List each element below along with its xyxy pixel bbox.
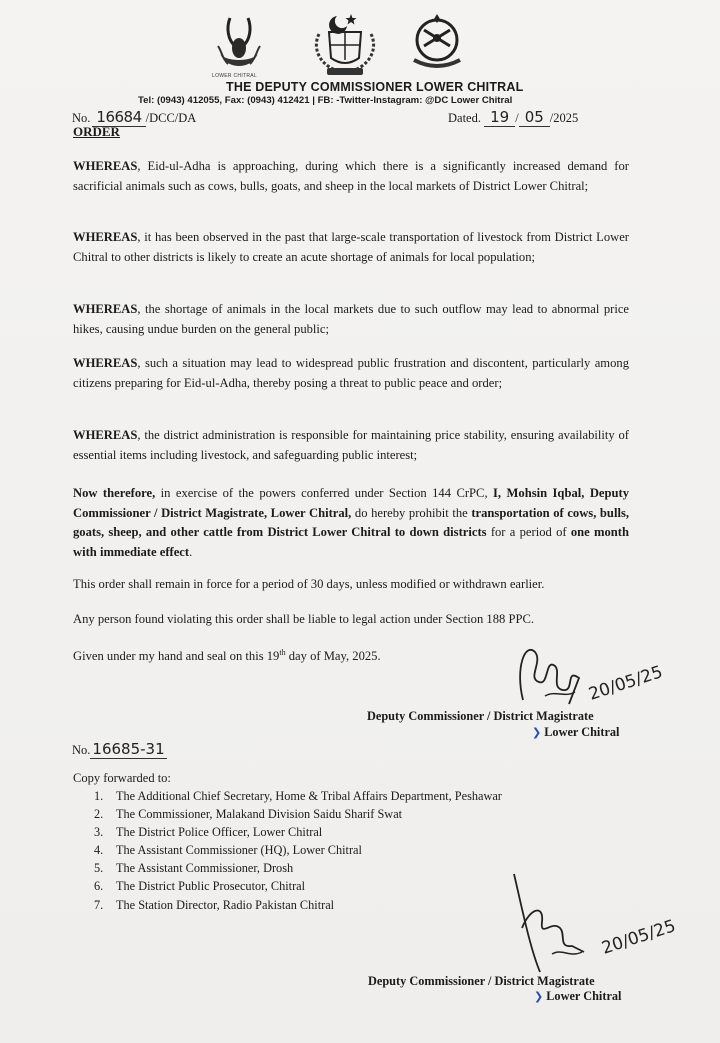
recipient: The Station Director, Radio Pakistan Chitral xyxy=(116,897,335,912)
recipient: The Assistant Commissioner (HQ), Lower Chitral xyxy=(116,843,362,858)
signature-date: 20/05/25 xyxy=(586,662,666,705)
office-contact: Tel: (0943) 412055, Fax: (0943) 412421 | FB: -Twitter-Instagram: @DC Lower Chitral xyxy=(138,95,513,106)
order-number-value: 16684 xyxy=(92,108,145,127)
list-item: 4. The Assistant Commissioner (HQ), Lower Chitral xyxy=(94,843,362,858)
copy-number-value: 16685-31 xyxy=(92,740,165,758)
order-number-suffix: /DCC/DA xyxy=(145,111,197,125)
whereas-text: , such a situation may lead to widespread public frustration and discontent, particularly among citizens preparing for Eid-ul-Adha, thereby posing a threat to public peace and order; xyxy=(73,356,629,390)
whereas-lead: WHEREAS xyxy=(73,356,138,370)
markhor-emblem-icon xyxy=(208,10,270,74)
signatory-designation: Deputy Commissioner / District Magistrate xyxy=(368,974,595,988)
operative-prohibition: transportation of cows, bulls, goats, sheep, and other cattle from District Lower Chitral to down districts xyxy=(73,505,629,539)
whereas-lead: WHEREAS xyxy=(73,230,138,244)
date-day: 19 xyxy=(484,108,515,127)
signature-date: 20/05/25 xyxy=(599,916,679,959)
whereas-lead: WHEREAS xyxy=(73,302,138,316)
given-text: Given under my hand and seal on this 19 xyxy=(73,649,280,664)
list-item: 1. The Additional Chief Secretary, Home & Tribal Affairs Department, Peshawar xyxy=(94,789,502,803)
list-item: 3. The District Police Officer, Lower Chitral xyxy=(94,825,323,840)
order-heading: ORDER xyxy=(73,124,120,139)
handwritten-signature xyxy=(500,868,690,983)
recipient: The Commissioner, Malakand Division Saidu Sharif Swat xyxy=(116,807,403,822)
dated-label: Dated. xyxy=(448,111,481,125)
order-date xyxy=(448,108,578,127)
date-month: 05 xyxy=(519,108,550,127)
operative-text: for a period of xyxy=(486,525,571,539)
office-title: THE DEPUTY COMMISSIONER LOWER CHITRAL xyxy=(226,80,524,94)
given-sup: th xyxy=(279,648,286,657)
kp-logo-icon: ❯ xyxy=(534,990,544,1003)
whereas-paragraph xyxy=(73,354,629,393)
signatory-place-text: Lower Chitral xyxy=(546,989,622,1003)
whereas-lead: WHEREAS xyxy=(73,428,138,442)
date-sep: / xyxy=(515,111,519,125)
order-number-label: No. xyxy=(72,111,91,125)
operative-text: in exercise of the powers conferred under Section 144 CrPC, xyxy=(155,486,494,500)
operative-lead: Now therefore, xyxy=(73,486,156,500)
operative-text: . xyxy=(189,544,193,559)
signatory-designation: Deputy Commissioner / District Magistrate xyxy=(367,709,594,723)
given-text-end: day of May, 2025. xyxy=(285,649,381,664)
pakistan-emblem-icon xyxy=(305,10,385,80)
recipient-list xyxy=(94,787,502,914)
whereas-paragraph xyxy=(73,426,629,465)
violation-paragraph: Any person found violating this order shall be liable to legal action under Section 188 PPC. xyxy=(73,612,534,626)
whereas-text: , the shortage of animals in the local markets due to such outflow may lead to abnormal price hikes, causing undue burden on the general public; xyxy=(73,302,629,336)
signatory-place xyxy=(534,989,621,1004)
whereas-text: , the district administration is responsible for maintaining price stability, ensuring availability of essential items including livestock, and safeguarding public interest; xyxy=(73,428,629,462)
recipient: The Additional Chief Secretary, Home & Tribal Affairs Department, Peshawar xyxy=(116,789,502,803)
kp-logo-icon: ❯ xyxy=(532,726,542,739)
date-year: /2025 xyxy=(549,111,579,125)
operative-duration: one month with immediate effect xyxy=(73,525,629,559)
list-item: 5. The Assistant Commissioner, Drosh xyxy=(94,861,294,876)
recipient: The District Police Officer, Lower Chitral xyxy=(116,825,323,840)
operative-paragraph xyxy=(73,484,629,562)
signatory-place-text: Lower Chitral xyxy=(544,725,620,739)
police-emblem-icon xyxy=(404,10,470,78)
whereas-paragraph xyxy=(73,228,629,267)
list-item: 7. The Station Director, Radio Pakistan Chitral xyxy=(94,897,335,912)
recipient: The District Public Prosecutor, Chitral xyxy=(116,879,306,894)
whereas-text: , it has been observed in the past that large-scale transportation of livestock from District Lower Chitral to other districts is likely to create an acute shortage of animals for local population; xyxy=(73,230,629,264)
emblem-caption: LOWER CHITRAL xyxy=(212,73,258,79)
list-item: 2. The Commissioner, Malakand Division Saidu Sharif Swat xyxy=(94,807,403,822)
copy-number xyxy=(72,740,167,759)
operative-text: do hereby prohibit the xyxy=(351,505,472,520)
copy-heading: Copy forwarded to: xyxy=(73,771,171,785)
signatory-place xyxy=(532,725,619,740)
handwritten-signature xyxy=(505,638,675,718)
force-paragraph: This order shall remain in force for a period of 30 days, unless modified or withdrawn earlier. xyxy=(73,577,545,591)
operative-authority: I, Mohsin Iqbal, Deputy Commissioner / District Magistrate, Lower Chitral, xyxy=(73,486,630,520)
whereas-paragraph xyxy=(73,157,629,196)
whereas-text: , Eid-ul-Adha is approaching, during which there is a significantly increased demand for sacrificial animals such as cows, bulls, goats, and sheep in the local markets of District Lower Chitral; xyxy=(73,159,629,193)
recipient: The Assistant Commissioner, Drosh xyxy=(116,861,294,876)
copy-number-label: No. xyxy=(72,743,91,757)
whereas-paragraph xyxy=(73,300,629,339)
list-item: 6. The District Public Prosecutor, Chitral xyxy=(94,879,306,894)
whereas-lead: WHEREAS xyxy=(73,159,138,173)
